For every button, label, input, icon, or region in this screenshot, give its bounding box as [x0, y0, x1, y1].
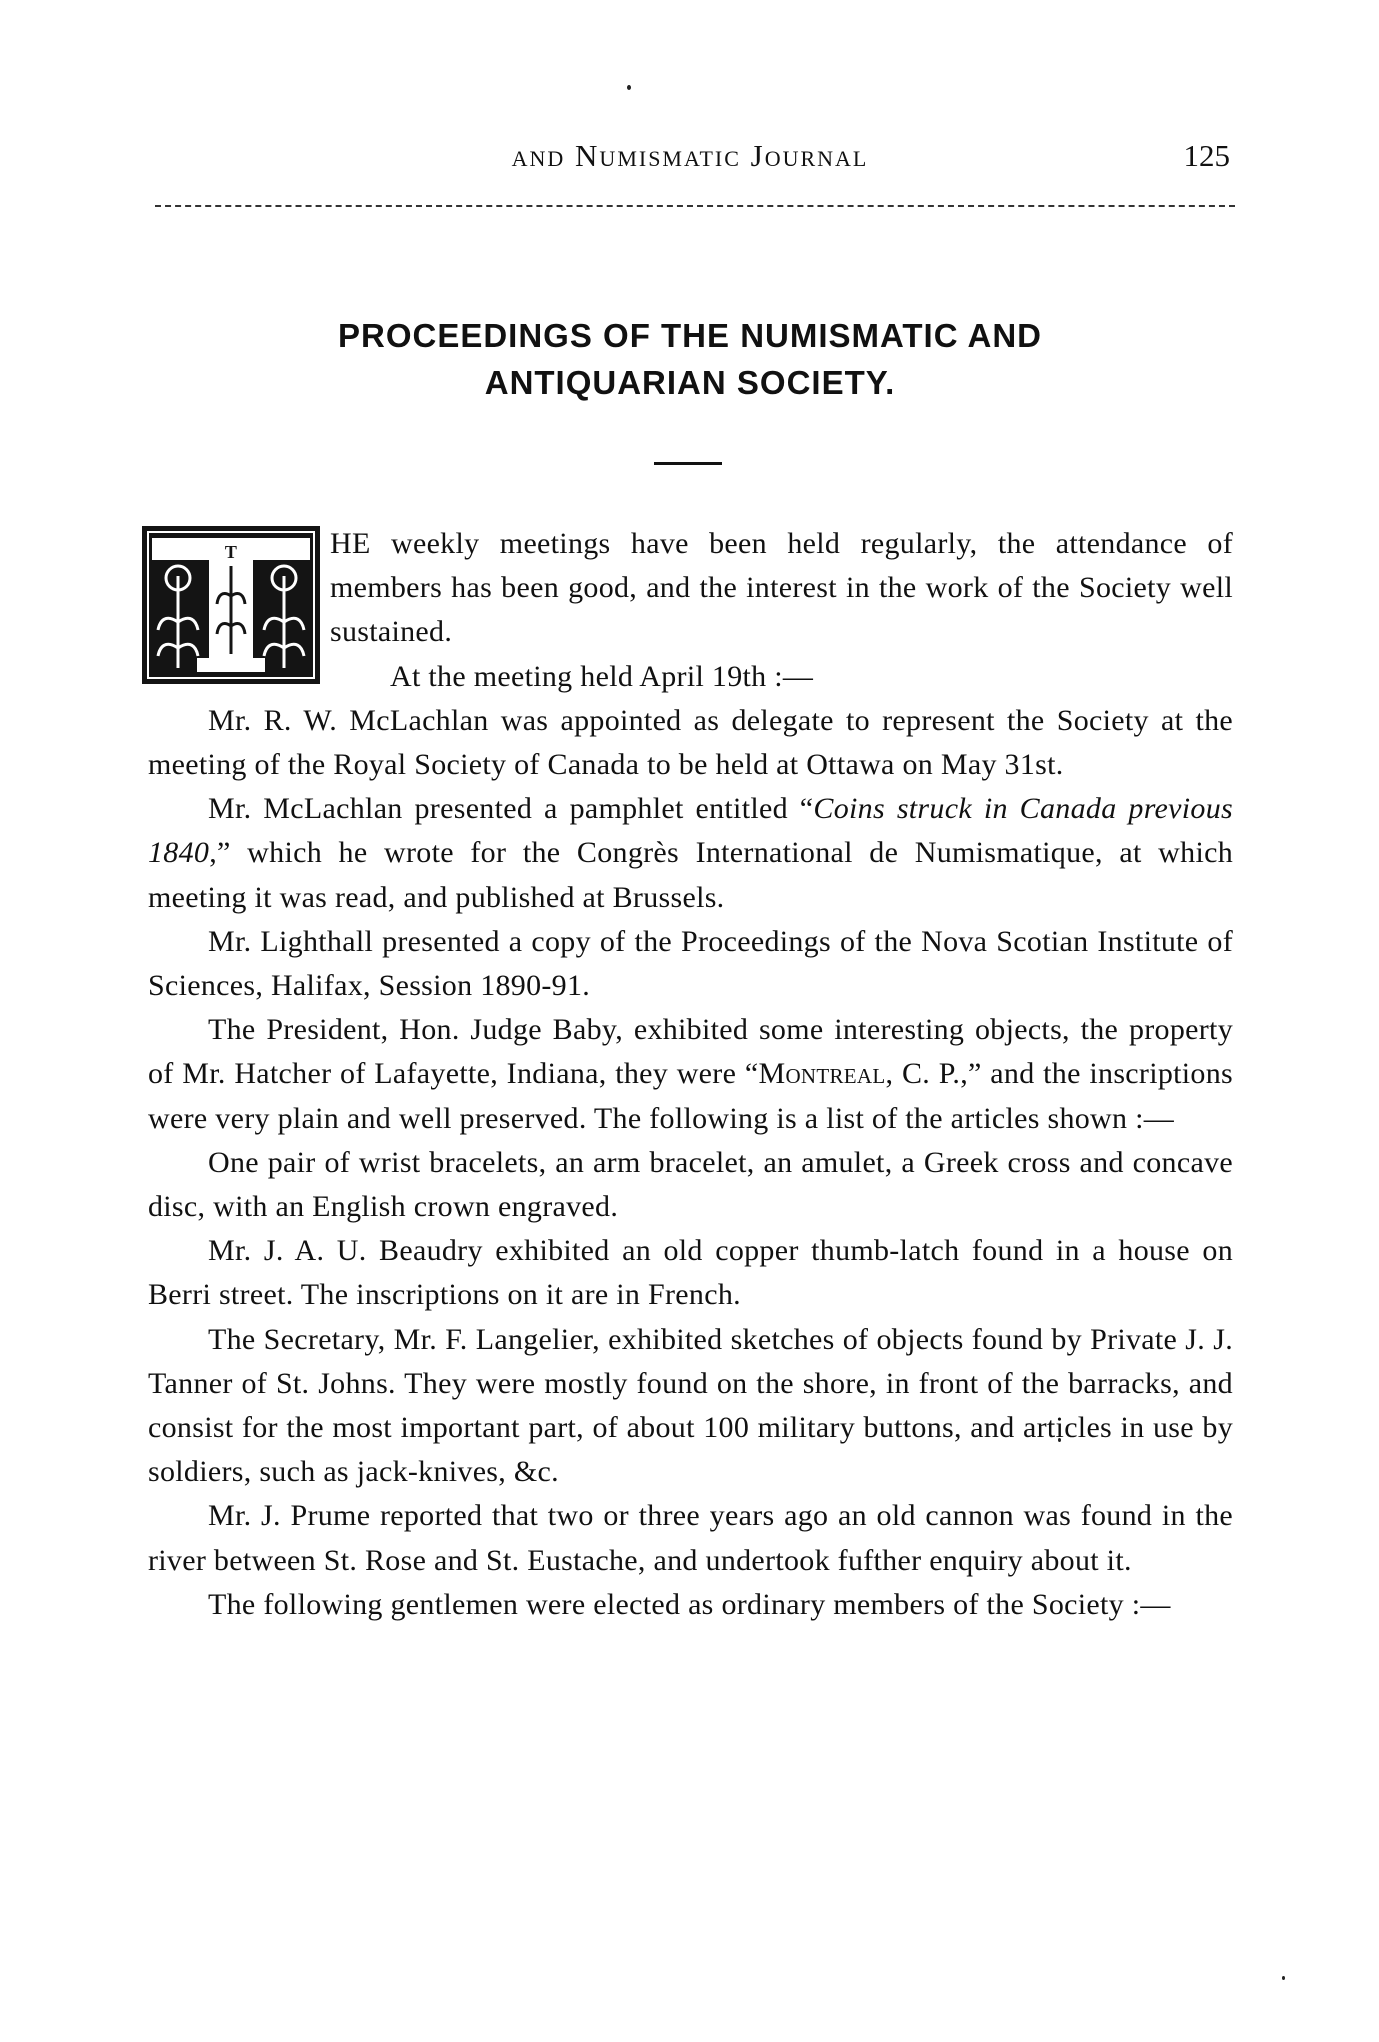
- paragraph-8: Mr. J. A. U. Beaudry exhibited an old copper thumb-latch found in a house on Berri street. The inscriptions on it are in French.: [148, 1234, 1233, 1312]
- paragraph-11: The following gentlemen were elected as ordinary members of the Society :—: [208, 1587, 1171, 1621]
- paragraph-6-lead: The President, Hon. Judge Baby, exhibited some interesting objects, the property of Mr. Hatcher of Lafayette, Indiana, they were “: [148, 1013, 1233, 1091]
- ornamental-initial-icon: [142, 526, 320, 684]
- running-header: [150, 138, 1230, 178]
- paragraph-3: Mr. R. W. McLachlan was appointed as delegate to represent the Society at the meeting of the Royal Society of Canada to be held at Ottawa on May 31st.: [148, 703, 1233, 782]
- header-rule: [155, 205, 1235, 207]
- article-body: [148, 522, 1233, 1627]
- paragraph-10: Mr. J. Prume reported that two or three years ago an old cannon was found in the river between St. Rose and St. Eustache, and undertook fufther enquiry about it.: [148, 1499, 1233, 1577]
- article-title-line-1: PROCEEDINGS OF THE NUMISMATIC AND: [337, 317, 1042, 354]
- paragraph-4-lead: Mr. McLachlan presented a pamphlet entitled “: [208, 792, 814, 826]
- paragraph-4-rest: ,” which he wrote for the Congrès International de Numismatique, at which meeting it was read, and published at Brussels.: [148, 836, 1233, 914]
- paragraph-9: The Secretary, Mr. F. Langelier, exhibited sketches of objects found by Private J. J. Tanner of St. Johns. They were mostly found on the shore, in front of the barracks, and consist for the most important part, of about 100 military buttons, and articles in use by soldiers, such as jack-knives, &c.: [148, 1322, 1233, 1489]
- article-title: [200, 312, 1180, 406]
- place-name: Montreal: [758, 1057, 886, 1091]
- paragraph-2: At the meeting held April 19th :—: [390, 659, 814, 693]
- page-number: 125: [1183, 138, 1230, 173]
- article-title-line-2: ANTIQUARIAN SOCIETY.: [484, 364, 896, 401]
- print-speck: [1282, 1976, 1285, 1980]
- paragraph-7: One pair of wrist bracelets, an arm bracelet, an amulet, a Greek cross and concave disc, with an English crown engraved.: [148, 1145, 1233, 1224]
- paragraph-6-rest: , C. P.,” and the inscriptions were very plain and well preserved. The following is a list of the articles shown :—: [148, 1057, 1233, 1135]
- paragraph-4: [148, 787, 1233, 920]
- pamphlet-title: Coins struck in Canada previous 1840: [148, 792, 1233, 870]
- running-title: and Numismatic Journal: [511, 138, 869, 173]
- print-speck: [627, 85, 631, 90]
- drop-cap-ornament: [142, 526, 320, 684]
- paragraph-5: Mr. Lighthall presented a copy of the Proceedings of the Nova Scotian Institute of Sciences, Halifax, Session 1890-91.: [148, 924, 1233, 1003]
- title-rule: [654, 462, 722, 465]
- paragraph-1: HE weekly meetings have been held regularly, the attendance of members has been good, and the interest in the work of the Society well sustained.: [330, 527, 1233, 649]
- drop-cap-letter: T: [224, 542, 238, 562]
- paragraph-6: [148, 1008, 1233, 1141]
